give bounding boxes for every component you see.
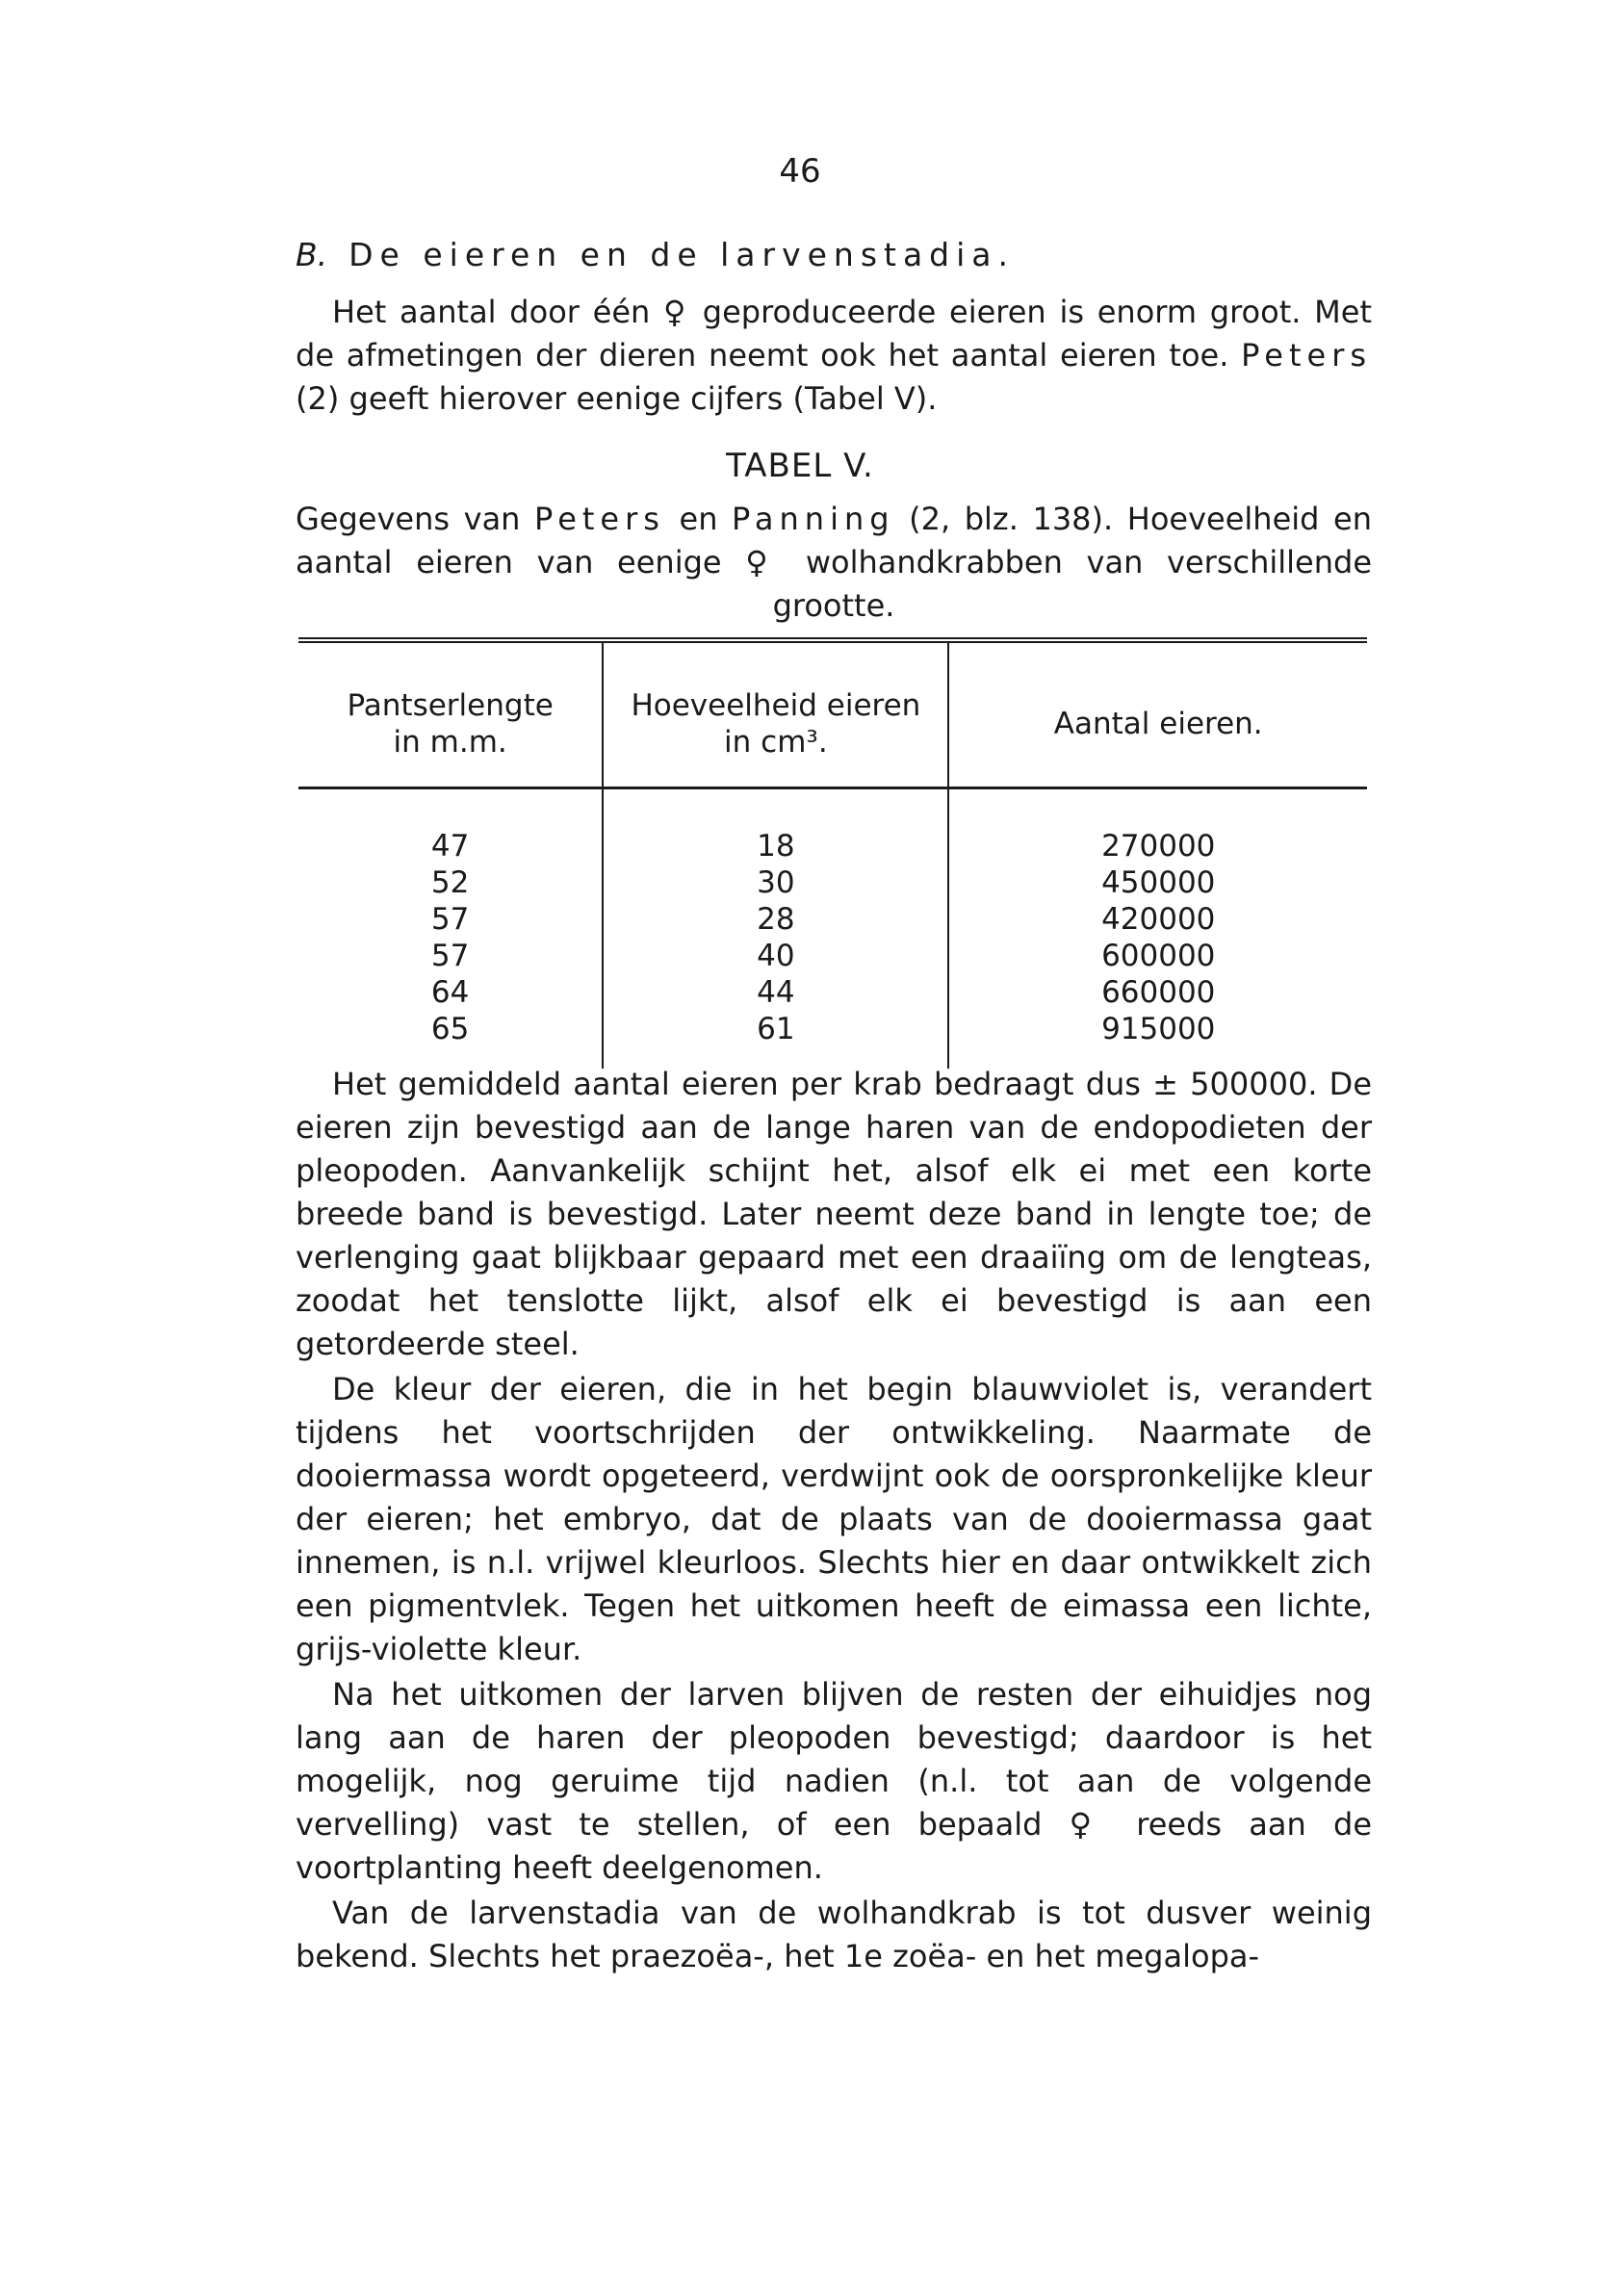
cell-count: 420000 <box>1101 902 1216 937</box>
section-letter: B. <box>296 236 328 273</box>
cell-length: 52 <box>298 864 603 901</box>
page-number: 46 <box>779 152 821 191</box>
header-length-line1: Pantserlengte <box>347 688 554 723</box>
caption-author-2: Panning <box>732 501 895 537</box>
caption-mid: en <box>664 501 733 537</box>
cell-count: 600000 <box>1101 939 1216 973</box>
table-row <box>298 938 1367 974</box>
cell-count: 660000 <box>1101 975 1216 1010</box>
cell-volume: 40 <box>603 938 948 974</box>
table-row <box>298 974 1367 1011</box>
table-row <box>298 864 1367 901</box>
cell-length: 57 <box>298 938 603 974</box>
data-table <box>298 637 1367 1069</box>
intro-paragraph <box>296 291 1372 421</box>
cell-length: 65 <box>298 1011 603 1069</box>
cell-length: 57 <box>298 901 603 938</box>
table-row <box>298 1011 1367 1069</box>
body-paragraph-3: Na het uitkomen der larven blijven de resten der eihuidjes nog lang aan de haren der pleopoden bevestigd; daardoor is het mogelijk, nog geruime tijd nadien (n.l. tot aan de volgende vervelling) vast te stellen, of een bepaald ♀ reeds aan de voortplanting heeft deelgenomen. <box>296 1676 1372 1886</box>
table-header-row <box>298 640 1367 788</box>
header-length-line2: in m.m. <box>393 725 507 760</box>
section-title: De eieren en de larvenstadia. <box>348 236 1016 273</box>
header-volume-line1: Hoeveelheid eieren <box>631 688 921 723</box>
cell-volume: 18 <box>603 788 948 865</box>
cell-count: 270000 <box>1101 829 1216 864</box>
cell-volume: 44 <box>603 974 948 1011</box>
table-title: TABEL V. <box>726 447 874 485</box>
caption-author-1: Peters <box>534 501 665 537</box>
cell-volume: 61 <box>603 1011 948 1069</box>
section-heading <box>296 236 1015 273</box>
body-paragraph-2: De kleur der eieren, die in het begin blauwviolet is, verandert tijdens het voortschrijden der ontwikkeling. Naarmate de dooiermassa wordt opgeteerd, verdwijnt ook de oorspronkelijke kleur der eieren; het embryo, dat de plaats van de dooiermassa gaat innemen, is n.l. vrijwel kleurloos. Slechts hier en daar ontwikkelt zich een pigmentvlek. Tegen het uitkomen heeft de eimassa een lichte, grijs-violette kleur. <box>296 1371 1372 1667</box>
cell-count: 915000 <box>1101 1012 1216 1046</box>
cell-count: 450000 <box>1101 865 1216 900</box>
table-row <box>298 788 1367 865</box>
intro-after-author: (2) geeft hierover eenige cijfers (Tabel V). <box>296 380 938 417</box>
table-row <box>298 901 1367 938</box>
body-text <box>296 1063 1372 1980</box>
cell-volume: 28 <box>603 901 948 938</box>
header-volume <box>603 640 948 788</box>
header-count: Aantal eieren. <box>948 640 1367 788</box>
header-volume-line2: in cm³. <box>724 725 828 760</box>
intro-text: Het aantal door één ♀ geproduceerde eieren is enorm groot. Met de afmetingen der dieren neemt ook het aantal eieren toe. <box>296 294 1372 374</box>
body-paragraph-1: Het gemiddeld aantal eieren per krab bedraagt dus ± 500000. De eieren zijn bevestigd aan de lange haren van de endopodieten der pleopoden. Aanvankelijk schijnt het, alsof elk ei met een korte breede band is bevestigd. Later neemt deze band in lengte toe; de verlenging gaat blijkbaar gepaard met een draaiïng om de lengteas, zoodat het tenslotte lijkt, alsof elk ei bevestigd is aan een getordeerde steel. <box>296 1066 1372 1362</box>
body-paragraph-4: Van de larvenstadia van de wolhandkrab is tot dusver weinig bekend. Slechts het praezoëa-, het 1e zoëa- en het megalopa- <box>296 1895 1372 1974</box>
header-length <box>298 640 603 788</box>
cell-length: 47 <box>298 788 603 865</box>
cell-volume: 30 <box>603 864 948 901</box>
caption-post: (2, blz. 138). Hoeveelheid en aantal eieren van eenige ♀ wolhandkrabben van verschillende grootte. <box>296 501 1373 624</box>
caption-pre: Gegevens van <box>296 501 535 537</box>
intro-author: Peters <box>1241 337 1373 374</box>
table-caption <box>296 498 1372 628</box>
cell-length: 64 <box>298 974 603 1011</box>
